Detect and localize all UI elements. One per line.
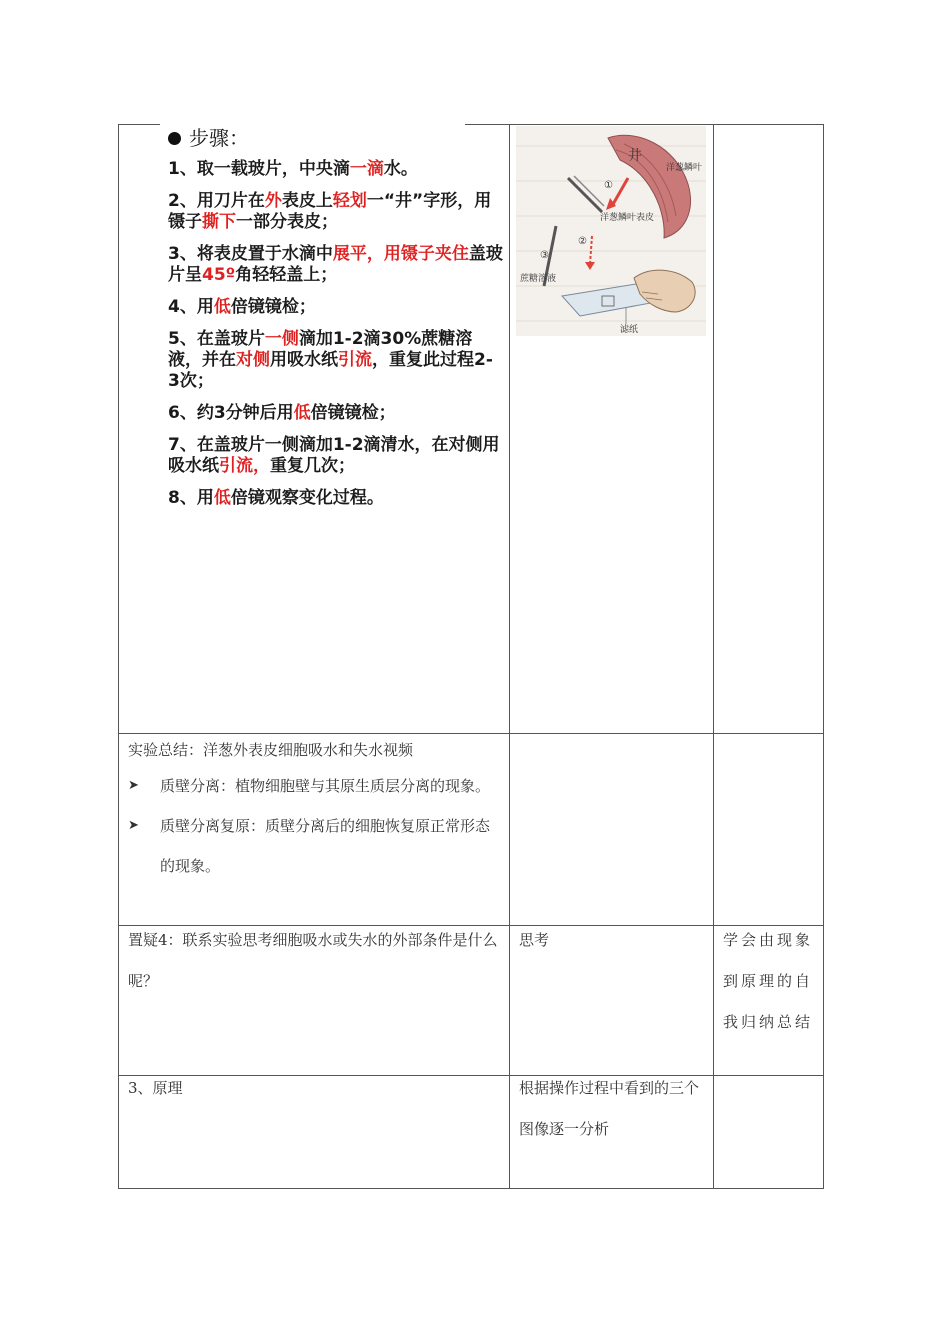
principle-activity: 根据操作过程中看到的三个图像逐一分析 [519,1079,700,1138]
table-border-left [118,124,119,1189]
mark-label: 井 [628,148,642,164]
experiment-illustration [516,126,706,336]
step-text: 水。 [383,159,418,179]
step-text: 重复几次； [270,456,355,476]
step-highlight: 展平，用镊子夹住 [332,244,469,264]
arrow-bullet-icon: ➤ [128,778,139,793]
step-text: 6、约3分钟后用 [168,403,294,423]
svg-text:②: ② [578,236,587,247]
step-highlight: 撕下 [202,212,236,232]
table-divider-2 [713,124,714,1189]
step-text: 倍镜观察变化过程。 [230,488,384,508]
bullet-icon [168,132,181,145]
question-activity: 思考 [519,931,550,949]
step-item [168,435,503,477]
step-text: 一部分表皮； [236,212,338,232]
svg-text:①: ① [604,180,613,191]
step-text: 2、用刀片在 [168,191,265,211]
table-border-bottom [118,1188,824,1189]
step-text: 盖玻片呈 [168,244,503,285]
step-highlight: 一侧 [264,329,299,349]
step-item [168,329,503,392]
step-highlight: 低 [213,488,231,508]
steps-block [168,128,503,520]
epidermis-label: 洋葱鳞叶表皮 [600,213,655,223]
steps-list [168,159,503,509]
step-text: ，重复此过程2-3次； [168,350,493,391]
steps-heading: 步骤： [168,128,503,149]
step-highlight: 引流 [338,350,372,370]
table-divider-1 [509,124,510,1189]
table-border-right [823,124,824,1189]
step-text: 1、取一载玻片，中央滴 [168,159,350,179]
step-text: 7、在盖玻片一侧滴加1-2滴清水，在对侧用吸水纸 [168,435,500,476]
scale-leaf-label: 洋葱鳞叶 [666,163,703,173]
step-item [168,488,503,509]
step-highlight: 引流， [219,456,270,476]
step-text: 4、用 [168,297,214,317]
step-highlight: 低 [213,297,231,317]
sucrose-label: 蔗糖溶液 [520,274,557,284]
step-text: 8、用 [168,488,214,508]
filter-label: 滤纸 [620,325,639,335]
summary-title: 实验总结：洋葱外表皮细胞吸水和失水视频 [128,741,414,759]
summary-item: ➤ 质壁分离：植物细胞壁与其原生质层分离的现象。 [128,766,503,806]
step-highlight: 对侧 [236,350,270,370]
step-highlight: 外 [264,191,282,211]
step-text: 角轻轻盖上； [235,265,338,285]
onion-experiment-figure [516,126,706,336]
table-border-top-right [465,124,824,125]
step-text: 3、将表皮置于水滴中 [168,244,333,264]
arrow-bullet-icon: ➤ [128,818,139,833]
step-highlight: 45º [202,265,236,285]
principle-text: 3、原理 [128,1079,183,1097]
step-item [168,297,503,318]
question-goal: 学会由现象到原理的自我归纳总结 [723,931,814,1031]
step-item [168,403,503,424]
step-item [168,159,503,180]
step-text: 一“井”字形，用镊子 [168,191,492,232]
summary-cell [128,736,503,886]
question-text: 置疑4：联系实验思考细胞吸水或失水的外部条件是什么呢？ [128,931,498,990]
step-highlight: 一滴 [349,159,384,179]
step-item [168,244,503,286]
step-text: 倍镜镜检； [310,403,396,423]
step-text: 倍镜镜检； [230,297,316,317]
step-item [168,191,503,233]
step-text: 表皮上 [281,191,333,211]
svg-text:③: ③ [540,250,549,261]
table-border-top [118,124,160,125]
step-highlight: 低 [293,403,311,423]
summary-item: ➤ 质壁分离复原：质壁分离后的细胞恢复原正常形态的现象。 [128,806,503,886]
step-text: 用吸水纸 [270,350,338,370]
row-divider-1 [118,733,824,734]
step-text: 滴加1-2滴30%蔗糖溶液，并在 [168,329,473,370]
step-text: 5、在盖玻片 [168,329,265,349]
step-highlight: 轻划 [332,191,367,211]
